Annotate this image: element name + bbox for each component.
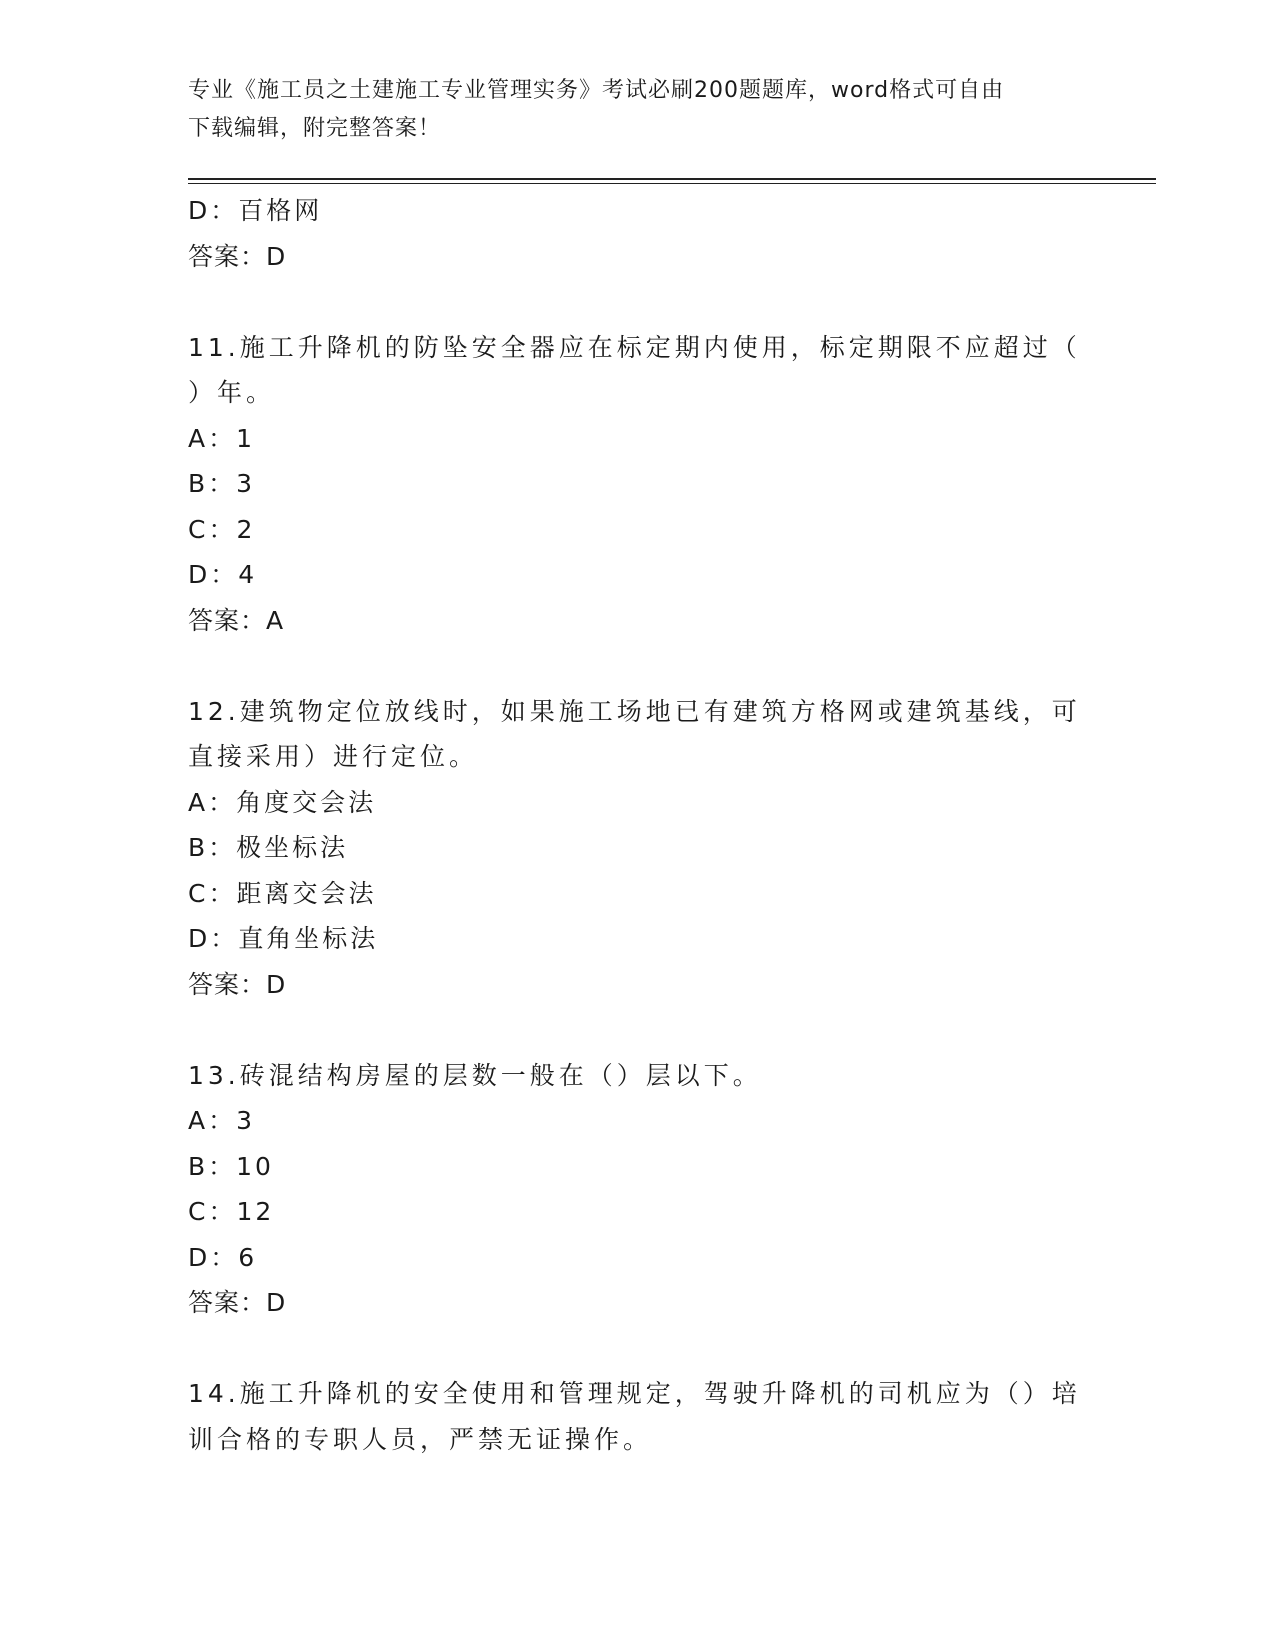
answer: 答案：D xyxy=(188,241,287,271)
spacer xyxy=(188,1326,1088,1372)
question-text-line-2: 直接采用）进行定位。 xyxy=(188,742,479,771)
question-13 xyxy=(188,1053,1088,1326)
option-c: C：2 xyxy=(188,514,256,544)
question-text-line-1: 11.施工升降机的防坠安全器应在标定期内使用，标定期限不应超过（ xyxy=(188,332,1081,362)
spacer xyxy=(188,1007,1088,1053)
answer: 答案：D xyxy=(188,969,287,999)
option-b: B：极坐标法 xyxy=(188,833,349,862)
question-text-line-2: 训合格的专职人员，严禁无证操作。 xyxy=(188,1424,653,1454)
option-c: C：12 xyxy=(188,1197,275,1226)
option-a: A：1 xyxy=(188,423,256,453)
option-a: A：3 xyxy=(188,1106,256,1135)
previous-question-tail xyxy=(188,188,1088,279)
question-list xyxy=(188,188,1088,1462)
option-a: A：角度交会法 xyxy=(188,787,377,817)
option-b: B：3 xyxy=(188,469,256,498)
question-text-line-1: 13.砖混结构房屋的层数一般在（）层以下。 xyxy=(188,1060,762,1090)
header-line-2: 下载编辑，附完整答案！ xyxy=(188,116,442,141)
option-b: B：10 xyxy=(188,1151,274,1181)
header-line-1: 专业《施工员之土建施工专业管理实务》考试必刷200题题库，word格式可自由 xyxy=(188,78,1005,103)
answer: 答案：A xyxy=(188,605,285,635)
option-d: D：6 xyxy=(188,1242,258,1272)
option-d: D：百格网 xyxy=(188,196,323,225)
spacer xyxy=(188,279,1088,325)
spacer xyxy=(188,643,1088,689)
question-11 xyxy=(188,325,1088,644)
question-text-line-1: 12.建筑物定位放线时，如果施工场地已有建筑方格网或建筑基线，可 xyxy=(188,696,1081,726)
option-d: D：4 xyxy=(188,560,258,589)
answer: 答案：D xyxy=(188,1288,287,1317)
option-d: D：直角坐标法 xyxy=(188,924,379,953)
question-text-line-2: ）年。 xyxy=(188,378,276,407)
option-c: C：距离交会法 xyxy=(188,878,377,908)
question-14 xyxy=(188,1371,1088,1462)
question-12 xyxy=(188,689,1088,1008)
question-text-line-1: 14.施工升降机的安全使用和管理规定，驾驶升降机的司机应为（）培 xyxy=(188,1379,1081,1408)
header-divider xyxy=(188,178,1156,184)
page-header xyxy=(188,72,1088,148)
